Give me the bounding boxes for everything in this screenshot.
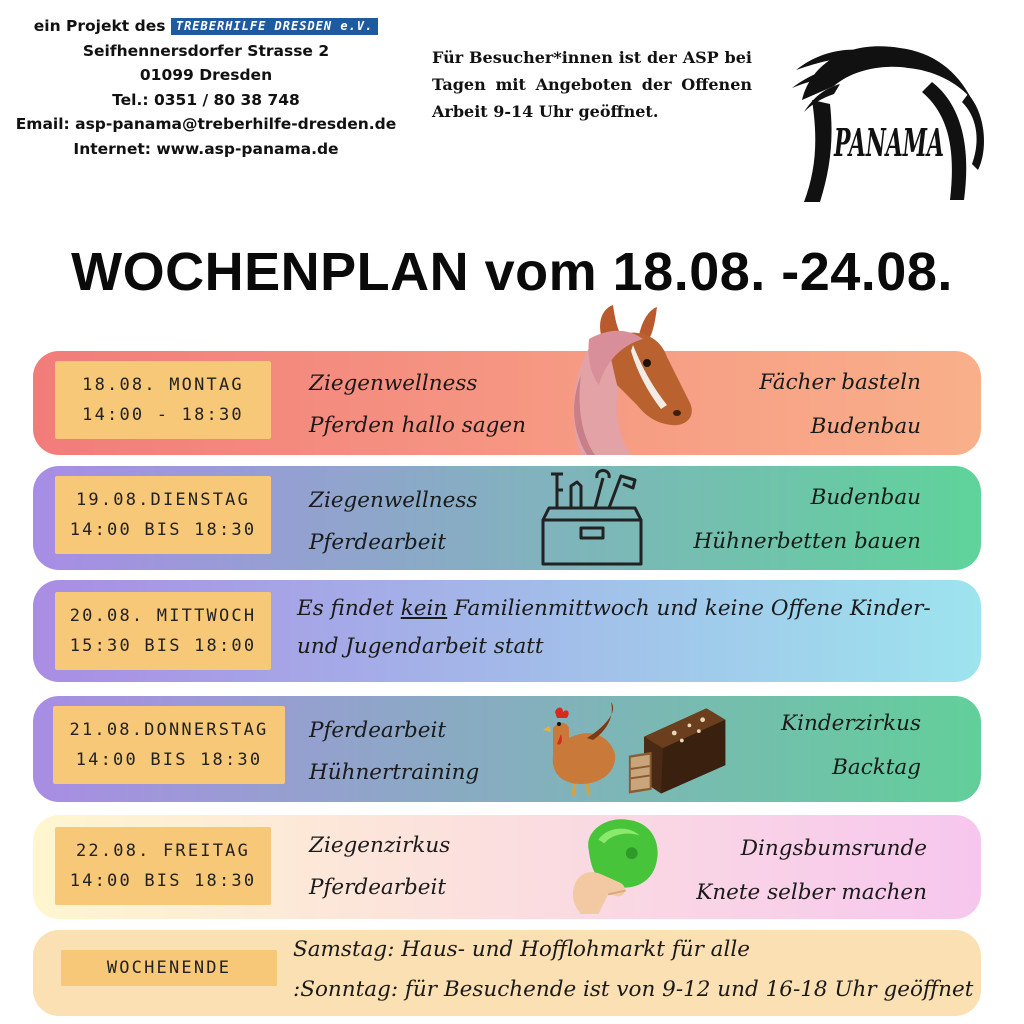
activity: Budenbau (810, 485, 921, 510)
activity: Pferdearbeit (309, 718, 447, 743)
activity: Hühnertraining (309, 760, 480, 785)
day-row-wednesday (33, 580, 981, 682)
day-badge (55, 827, 271, 905)
notice-emphasis: kein (400, 596, 448, 621)
day-badge (61, 950, 277, 986)
day-time: 14:00 BIS 18:30 (75, 750, 263, 770)
activity: Pferdearbeit (309, 530, 447, 555)
project-line (0, 14, 412, 39)
day-row-weekend (33, 930, 981, 1016)
day-badge (55, 592, 271, 670)
day-badge (53, 706, 285, 784)
activities-right (696, 827, 927, 915)
project-prefix: ein Projekt des (33, 17, 166, 35)
slime-hand-icon (569, 809, 667, 919)
day-time: 14:00 BIS 18:30 (69, 520, 257, 540)
day-row-monday (33, 351, 981, 455)
day-row-friday (33, 815, 981, 919)
activity: Knete selber machen (696, 880, 927, 905)
notice-text-end: Familienmittwoch und keine Offene Kinder- und Jugendarbeit statt (297, 596, 931, 659)
logo-text: PANAMA (833, 120, 944, 165)
activities-left (309, 825, 450, 909)
activities-right (694, 476, 921, 564)
day-date: 20.08. MITTWOCH (69, 606, 257, 626)
bread-icon (627, 702, 731, 798)
chicken-icon (539, 698, 619, 798)
sunday-line: :Sonntag: für Besuchende ist von 9-12 und 16-18 Uhr geöffnet (293, 977, 974, 1002)
activity: Backtag (832, 755, 921, 780)
activities-right (759, 361, 921, 449)
day-badge (55, 476, 271, 554)
activity: Pferden hallo sagen (309, 413, 526, 438)
activity: Budenbau (810, 414, 921, 439)
activity: Ziegenwellness (309, 488, 478, 513)
day-date: 18.08. MONTAG (82, 375, 244, 395)
horse-head-logo (782, 30, 988, 214)
activity: Ziegenzirkus (309, 833, 451, 858)
day-date: 19.08.DIENSTAG (75, 490, 251, 510)
address-street: Seifhennersdorfer Strasse 2 (82, 41, 330, 60)
website-address: Internet: www.asp-panama.de (73, 139, 339, 158)
activities-left (309, 363, 526, 447)
page-title: WOCHENPLAN vom 18.08. -24.08. (71, 242, 953, 302)
activity: Hühnerbetten bauen (693, 529, 921, 554)
opening-notice: Für Besucher*innen ist der ASP bei Tagen mit Angeboten der Offenen Arbeit 9-14 Uhr geöffnet. (432, 48, 752, 121)
day-badge (55, 361, 271, 439)
day-time: 14:00 - 18:30 (82, 405, 244, 425)
day-time: 14:00 BIS 18:30 (69, 871, 257, 891)
activities-right (781, 702, 921, 790)
horse-icon (551, 305, 701, 455)
closed-notice (297, 590, 957, 666)
activities-left (309, 480, 477, 564)
activity: Pferdearbeit (309, 875, 447, 900)
toolbox-icon (537, 468, 647, 568)
activity: Dingsbumsrunde (740, 836, 927, 861)
email-address: Email: asp-panama@treberhilfe-dresden.de (15, 115, 397, 133)
day-row-tuesday (33, 466, 981, 570)
org-brand-banner: TREBERHILFE DRESDEN e.V. (171, 18, 378, 35)
phone-number: Tel.: 0351 / 80 38 748 (112, 90, 300, 109)
day-date: 21.08.DONNERSTAG (69, 720, 269, 740)
day-row-thursday (33, 696, 981, 802)
notice-text-start: Es findet (297, 596, 401, 621)
day-date: 22.08. FREITAG (75, 841, 251, 861)
day-date: WOCHENENDE (106, 958, 232, 978)
day-time: 15:30 BIS 18:00 (69, 636, 257, 656)
activity: Ziegenwellness (309, 371, 478, 396)
activity: Kinderzirkus (781, 711, 921, 736)
saturday-line: Samstag: Haus- und Hofflohmarkt für alle (293, 937, 750, 962)
organization-info (0, 14, 412, 161)
address-city: 01099 Dresden (139, 66, 273, 84)
activity: Fächer basteln (759, 370, 921, 395)
weekend-info (293, 930, 983, 1010)
activities-left (309, 710, 479, 794)
